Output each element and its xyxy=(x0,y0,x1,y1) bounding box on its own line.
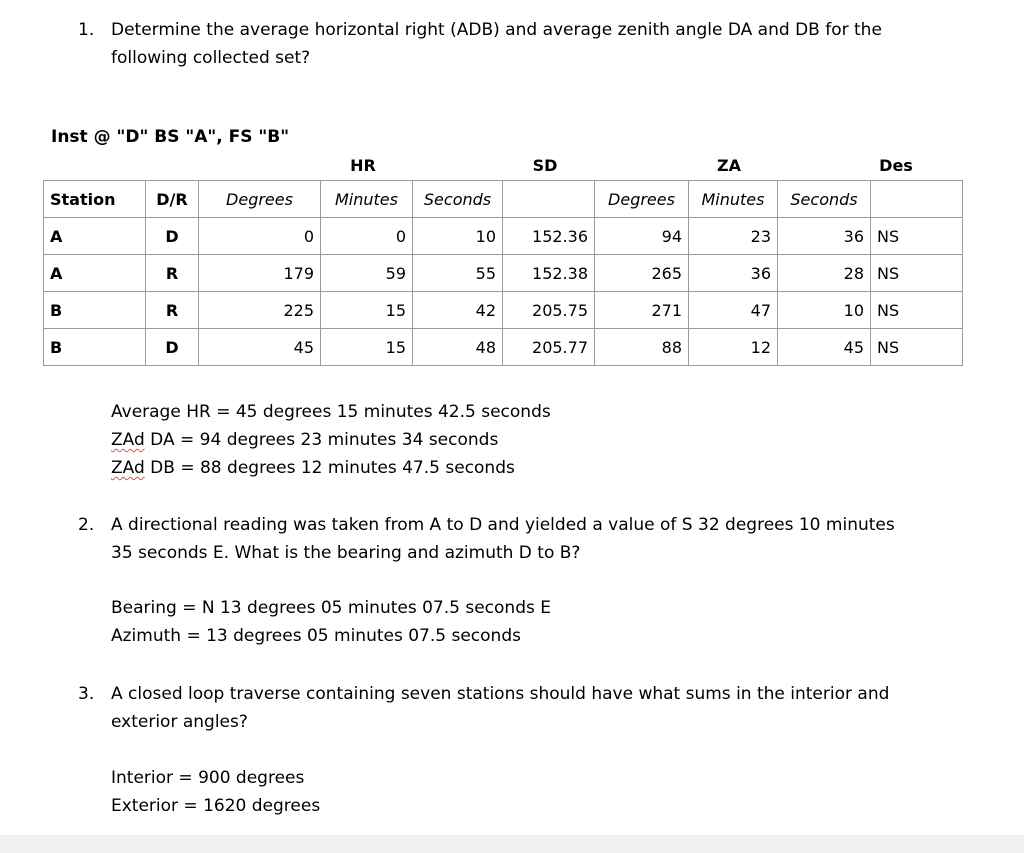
cell-hr-minutes: 15 xyxy=(321,329,413,366)
question-1-line-2: following collected set? xyxy=(111,48,311,68)
cell-sd: 152.36 xyxy=(503,218,595,255)
cell-des: NS xyxy=(871,329,963,366)
cell-station: A xyxy=(44,218,146,255)
cell-za-seconds: 28 xyxy=(778,255,871,292)
cell-des: NS xyxy=(871,255,963,292)
question-3-number: 3. xyxy=(78,684,95,704)
question-1-line-1: Determine the average horizontal right (ADB) and average zenith angle DA and DB for the xyxy=(111,20,882,40)
question-2-number: 2. xyxy=(78,515,95,535)
cell-station: B xyxy=(44,329,146,366)
cell-hr-seconds: 42 xyxy=(413,292,503,329)
table-row xyxy=(44,255,963,292)
cell-za-minutes: 47 xyxy=(689,292,778,329)
cell-dr: R xyxy=(146,255,199,292)
zad-abbrev: ZAd xyxy=(111,430,145,450)
header-sd: SD xyxy=(532,156,558,175)
cell-za-degrees: 88 xyxy=(595,329,689,366)
header-hr: HR xyxy=(350,156,376,175)
cell-sd: 205.75 xyxy=(503,292,595,329)
column-header-za-degrees: Degrees xyxy=(595,181,689,218)
cell-hr-degrees: 45 xyxy=(199,329,321,366)
survey-data-table xyxy=(43,180,963,366)
cell-za-seconds: 36 xyxy=(778,218,871,255)
answer-1 xyxy=(111,398,551,482)
question-2-line-1: A directional reading was taken from A to D and yielded a value of S 32 degrees 10 minutes xyxy=(111,515,895,535)
cell-dr: D xyxy=(146,218,199,255)
column-header-dr: D/R xyxy=(146,181,199,218)
header-za: ZA xyxy=(717,156,741,175)
question-3-line-2: exterior angles? xyxy=(111,712,248,732)
answer-1-zenith-db xyxy=(111,454,551,482)
answer-3-interior: Interior = 900 degrees xyxy=(111,768,305,788)
cell-za-degrees: 94 xyxy=(595,218,689,255)
cell-station: B xyxy=(44,292,146,329)
table-header-row xyxy=(44,181,963,218)
cell-hr-minutes: 15 xyxy=(321,292,413,329)
column-header-station: Station xyxy=(44,181,146,218)
answer-3-exterior: Exterior = 1620 degrees xyxy=(111,796,321,816)
column-header-hr-seconds: Seconds xyxy=(413,181,503,218)
cell-hr-minutes: 0 xyxy=(321,218,413,255)
answer-3 xyxy=(111,764,320,820)
column-header-hr-minutes: Minutes xyxy=(321,181,413,218)
question-1-number: 1. xyxy=(78,20,95,40)
question-1-text xyxy=(111,16,882,72)
column-header-hr-degrees: Degrees xyxy=(199,181,321,218)
cell-hr-minutes: 59 xyxy=(321,255,413,292)
cell-hr-seconds: 48 xyxy=(413,329,503,366)
cell-za-minutes: 23 xyxy=(689,218,778,255)
answer-2 xyxy=(111,594,551,650)
cell-des: NS xyxy=(871,292,963,329)
cell-des: NS xyxy=(871,218,963,255)
zad-abbrev: ZAd xyxy=(111,458,145,478)
cell-za-seconds: 10 xyxy=(778,292,871,329)
page-bottom-bar xyxy=(0,835,1024,853)
cell-hr-seconds: 10 xyxy=(413,218,503,255)
cell-hr-degrees: 179 xyxy=(199,255,321,292)
cell-za-degrees: 265 xyxy=(595,255,689,292)
answer-1-zenith-da xyxy=(111,426,551,454)
question-2-line-2: 35 seconds E. What is the bearing and azimuth D to B? xyxy=(111,543,581,563)
column-header-za-minutes: Minutes xyxy=(689,181,778,218)
cell-za-seconds: 45 xyxy=(778,329,871,366)
cell-za-minutes: 12 xyxy=(689,329,778,366)
question-3-text xyxy=(111,680,889,736)
cell-dr: R xyxy=(146,292,199,329)
zenith-db-value: DB = 88 degrees 12 minutes 47.5 seconds xyxy=(144,458,515,478)
cell-sd: 152.38 xyxy=(503,255,595,292)
answer-1-average-hr: Average HR = 45 degrees 15 minutes 42.5 seconds xyxy=(111,402,551,422)
column-header-za-seconds: Seconds xyxy=(778,181,871,218)
table-row xyxy=(44,329,963,366)
cell-za-minutes: 36 xyxy=(689,255,778,292)
cell-za-degrees: 271 xyxy=(595,292,689,329)
cell-dr: D xyxy=(146,329,199,366)
table-row xyxy=(44,218,963,255)
zenith-da-value: DA = 94 degrees 23 minutes 34 seconds xyxy=(144,430,499,450)
cell-sd: 205.77 xyxy=(503,329,595,366)
header-des: Des xyxy=(879,156,913,175)
question-3-line-1: A closed loop traverse containing seven stations should have what sums in the interior and xyxy=(111,684,890,704)
answer-2-azimuth: Azimuth = 13 degrees 05 minutes 07.5 seconds xyxy=(111,626,521,646)
column-header-des xyxy=(871,181,963,218)
cell-hr-degrees: 225 xyxy=(199,292,321,329)
answer-2-bearing: Bearing = N 13 degrees 05 minutes 07.5 seconds E xyxy=(111,598,551,618)
column-header-sd xyxy=(503,181,595,218)
instrument-setup-label: Inst @ "D" BS "A", FS "B" xyxy=(51,127,290,147)
cell-station: A xyxy=(44,255,146,292)
cell-hr-degrees: 0 xyxy=(199,218,321,255)
table-row xyxy=(44,292,963,329)
question-2-text xyxy=(111,511,895,567)
cell-hr-seconds: 55 xyxy=(413,255,503,292)
